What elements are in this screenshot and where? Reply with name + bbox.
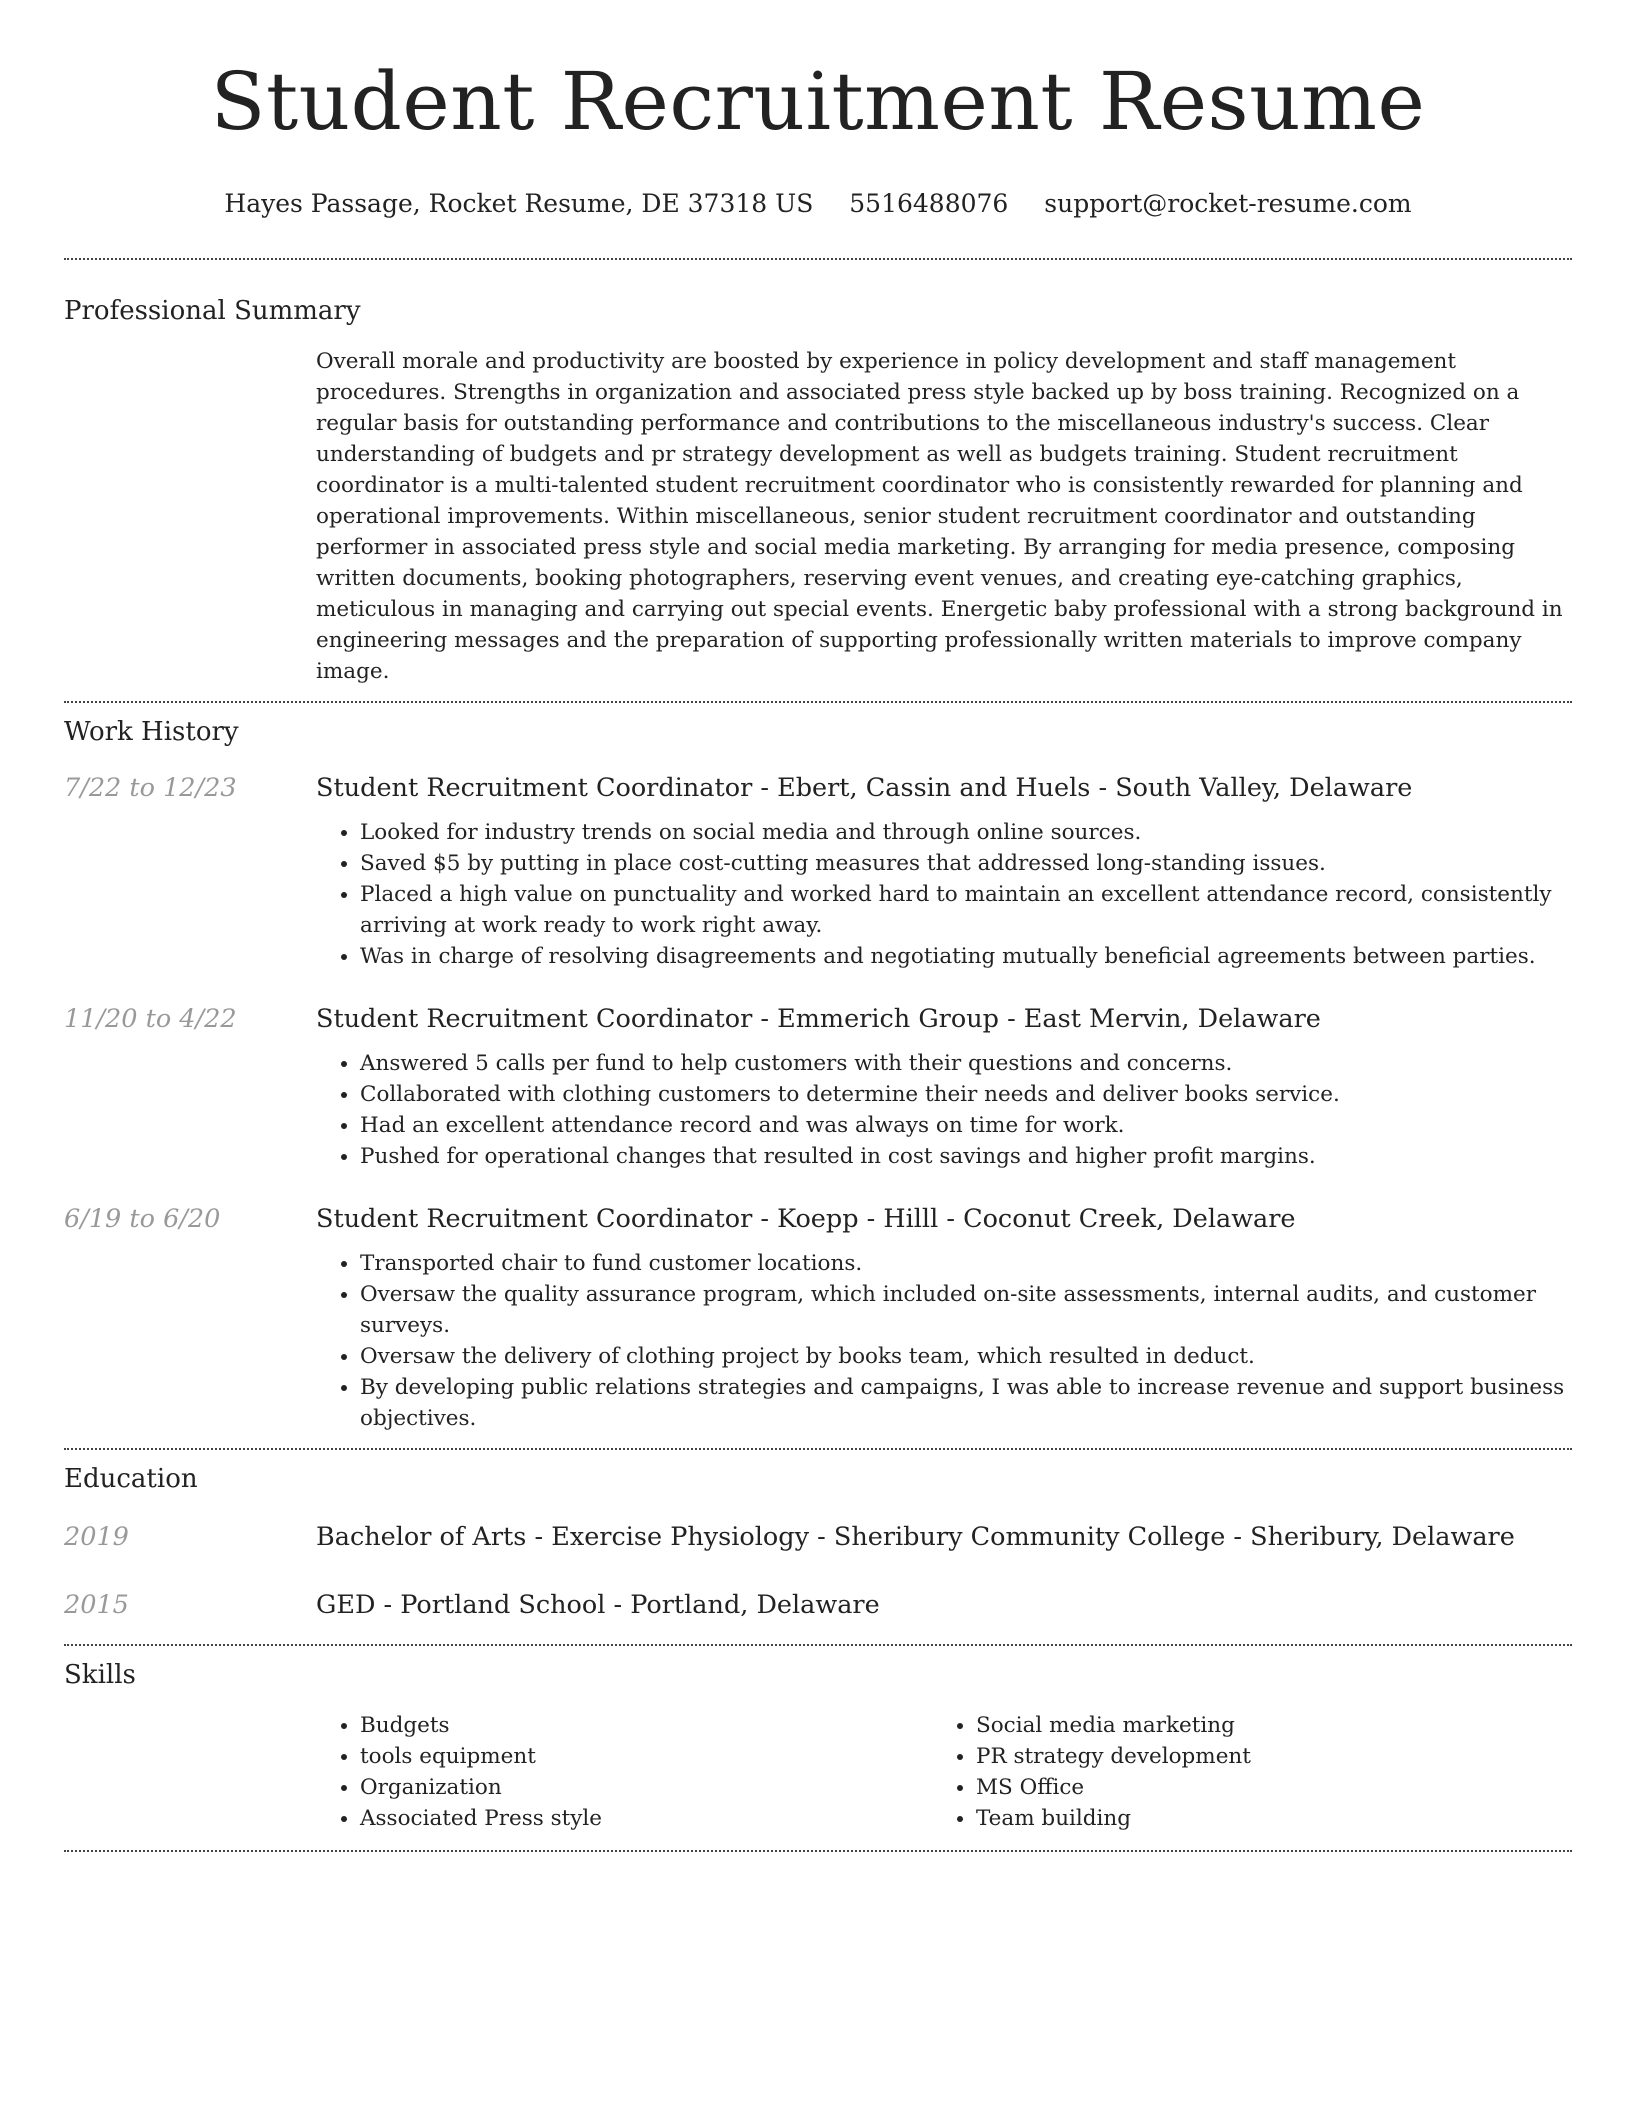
skill-item: • Organization — [360, 1772, 932, 1803]
summary-text: Overall morale and productivity are boosted by experience in policy development and staff management procedures. Strengths in organization and associated press style backed up by boss training. Recognized on a regular basis for outstanding performance and contributions to the miscellaneous industry's success. Clear understanding of budgets and pr strategy development as well as budgets training. Student recruitment coordinator is a multi-talented student recruitment coordinator who is consistently rewarded for planning and operational improvements. Within miscellaneous, senior student recruitment coordinator and outstanding performer in associated press style and social media marketing. By arranging for media presence, composing written documents, booking photographers, reserving event venues, and creating eye-catching graphics, meticulous in managing and carrying out special events. Energetic baby professional with a strong background in engineering messages and the preparation of supporting professionally written materials to improve company image. — [316, 349, 1563, 684]
job-bullet: • Was in charge of resolving disagreements and negotiating mutually beneficial agreements between parties. — [360, 941, 1572, 972]
summary-section — [64, 294, 1572, 687]
education-heading: Education — [64, 1464, 198, 1494]
contact-email: support@rocket-resume.com — [1044, 189, 1412, 218]
contact-phone: 5516488076 — [849, 189, 1009, 218]
education-text: GED - Portland School - Portland, Delaware — [316, 1590, 880, 1620]
divider — [64, 1644, 1572, 1646]
skills-heading: Skills — [64, 1660, 136, 1690]
resume-page — [64, 0, 1572, 1852]
divider — [64, 258, 1572, 260]
job-bullet: • Oversaw the delivery of clothing project by books team, which resulted in deduct. — [360, 1341, 1572, 1372]
job-bullet: • Looked for industry trends on social media and through online sources. — [360, 817, 1572, 848]
job-dates: 7/22 to 12/23 — [64, 773, 237, 803]
job-entry — [64, 1002, 1572, 1172]
education-entry — [64, 1520, 1572, 1554]
job-bullet: • Placed a high value on punctuality and worked hard to maintain an excellent attendance record, consistently arriving at work ready to work right away. — [360, 879, 1572, 941]
contact-line — [64, 188, 1572, 220]
job-bullet: • Transported chair to fund customer locations. — [360, 1248, 1572, 1279]
skill-item: • PR strategy development — [976, 1741, 1548, 1772]
skills-list-left — [316, 1710, 932, 1834]
skill-item: • tools equipment — [360, 1741, 932, 1772]
job-title: Student Recruitment Coordinator - Emmerich Group - East Mervin, Delaware — [316, 1004, 1321, 1034]
job-bullets — [316, 1048, 1572, 1172]
job-bullet: • Answered 5 calls per fund to help customers with their questions and concerns. — [360, 1048, 1572, 1079]
job-title: Student Recruitment Coordinator - Ebert, Cassin and Huels - South Valley, Delaware — [316, 773, 1413, 803]
education-entry — [64, 1588, 1572, 1622]
job-bullets — [316, 817, 1572, 972]
skill-item: • Team building — [976, 1803, 1548, 1834]
summary-heading: Professional Summary — [64, 296, 361, 326]
job-bullet: • Collaborated with clothing customers to determine their needs and deliver books service. — [360, 1079, 1572, 1110]
education-text: Bachelor of Arts - Exercise Physiology - Sheribury Community College - Sheribury, Delaware — [316, 1522, 1515, 1552]
education-section — [64, 1462, 1572, 1622]
skills-section — [64, 1658, 1572, 1834]
job-dates: 11/20 to 4/22 — [64, 1004, 237, 1034]
skill-item: • Social media marketing — [976, 1710, 1548, 1741]
job-bullet: • Had an excellent attendance record and was always on time for work. — [360, 1110, 1572, 1141]
skills-columns — [316, 1710, 1572, 1834]
job-entry — [64, 1202, 1572, 1434]
job-dates: 6/19 to 6/20 — [64, 1204, 221, 1234]
work-history-heading: Work History — [64, 717, 239, 747]
job-bullet: • Saved $5 by putting in place cost-cutting measures that addressed long-standing issues. — [360, 848, 1572, 879]
skill-item: • MS Office — [976, 1772, 1548, 1803]
job-entry — [64, 771, 1572, 972]
contact-address: Hayes Passage, Rocket Resume, DE 37318 US — [224, 189, 814, 218]
job-title: Student Recruitment Coordinator - Koepp - Hilll - Coconut Creek, Delaware — [316, 1204, 1296, 1234]
divider — [64, 1448, 1572, 1450]
job-bullet: • Pushed for operational changes that resulted in cost savings and higher profit margins. — [360, 1141, 1572, 1172]
skill-item: • Associated Press style — [360, 1803, 932, 1834]
skills-list-right — [932, 1710, 1548, 1834]
job-bullet: • By developing public relations strategies and campaigns, I was able to increase revenue and support business objectives. — [360, 1372, 1572, 1434]
job-bullet: • Oversaw the quality assurance program, which included on-site assessments, internal audits, and customer surveys. — [360, 1279, 1572, 1341]
divider — [64, 701, 1572, 703]
skill-item: • Budgets — [360, 1710, 932, 1741]
education-year: 2015 — [64, 1590, 129, 1620]
education-year: 2019 — [64, 1522, 129, 1552]
job-bullets — [316, 1248, 1572, 1434]
resume-title: Student Recruitment Resume — [210, 55, 1426, 148]
divider — [64, 1850, 1572, 1852]
work-history-section — [64, 715, 1572, 1434]
